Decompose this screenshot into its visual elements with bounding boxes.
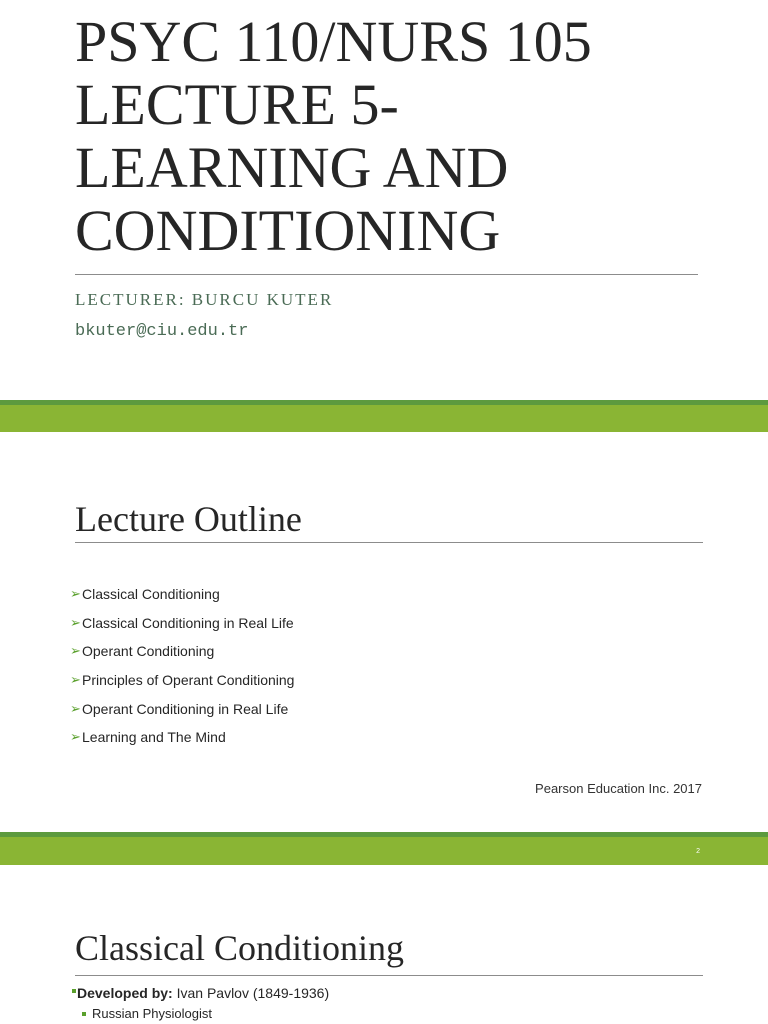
slide-footer: Pearson Education Inc. 2017 [535, 781, 702, 796]
title-slide [0, 0, 768, 400]
list-item [70, 723, 294, 752]
title-line-3: LEARNING AND [75, 135, 509, 200]
sub-bullet-item [82, 1006, 212, 1021]
list-item [70, 694, 294, 723]
outline-list [70, 580, 294, 752]
arrow-bullet-icon: ➢ [70, 729, 81, 745]
list-item [70, 580, 294, 609]
bullet-label: Developed by: [77, 985, 173, 1001]
lecturer-name: LECTURER: BURCU KUTER [75, 290, 334, 309]
heading-divider [75, 542, 703, 543]
list-item-label: Principles of Operant Conditioning [82, 672, 295, 689]
list-item [70, 609, 294, 638]
lecturer-email: bkuter@ciu.edu.tr [75, 322, 249, 341]
bullet-value: Ivan Pavlov (1849-1936) [172, 985, 330, 1001]
list-item-label: Classical Conditioning [82, 586, 220, 603]
arrow-bullet-icon: ➢ [70, 614, 81, 630]
slide-heading: Classical Conditioning [75, 928, 404, 968]
title-line-4: CONDITIONING [75, 198, 501, 263]
page-number: 2 [696, 848, 700, 855]
square-bullet-icon [72, 989, 76, 993]
bullet-item [72, 985, 329, 1001]
list-item-label: Operant Conditioning [82, 643, 215, 660]
content-slide [0, 865, 768, 1024]
arrow-bullet-icon: ➢ [70, 700, 81, 716]
list-item [70, 666, 294, 695]
list-item [70, 637, 294, 666]
slide-heading: Lecture Outline [75, 499, 302, 539]
arrow-bullet-icon: ➢ [70, 672, 81, 688]
heading-divider [75, 975, 703, 976]
band-top-line [0, 832, 768, 837]
square-bullet-icon [82, 1012, 86, 1016]
outline-slide [0, 432, 768, 832]
lecture-title [75, 10, 735, 262]
arrow-bullet-icon: ➢ [70, 643, 81, 659]
title-line-2: LECTURE 5- [75, 72, 399, 137]
list-item-label: Operant Conditioning in Real Life [82, 700, 289, 717]
list-item-label: Classical Conditioning in Real Life [82, 614, 294, 631]
band-top-line [0, 400, 768, 405]
sub-bullet-label: Russian Physiologist [92, 1006, 212, 1021]
title-line-1: PSYC 110/NURS 105 [75, 9, 592, 74]
slide-separator-band [0, 400, 768, 432]
title-divider [75, 274, 698, 275]
arrow-bullet-icon: ➢ [70, 586, 81, 602]
list-item-label: Learning and The Mind [82, 729, 226, 746]
slide-separator-band [0, 832, 768, 865]
